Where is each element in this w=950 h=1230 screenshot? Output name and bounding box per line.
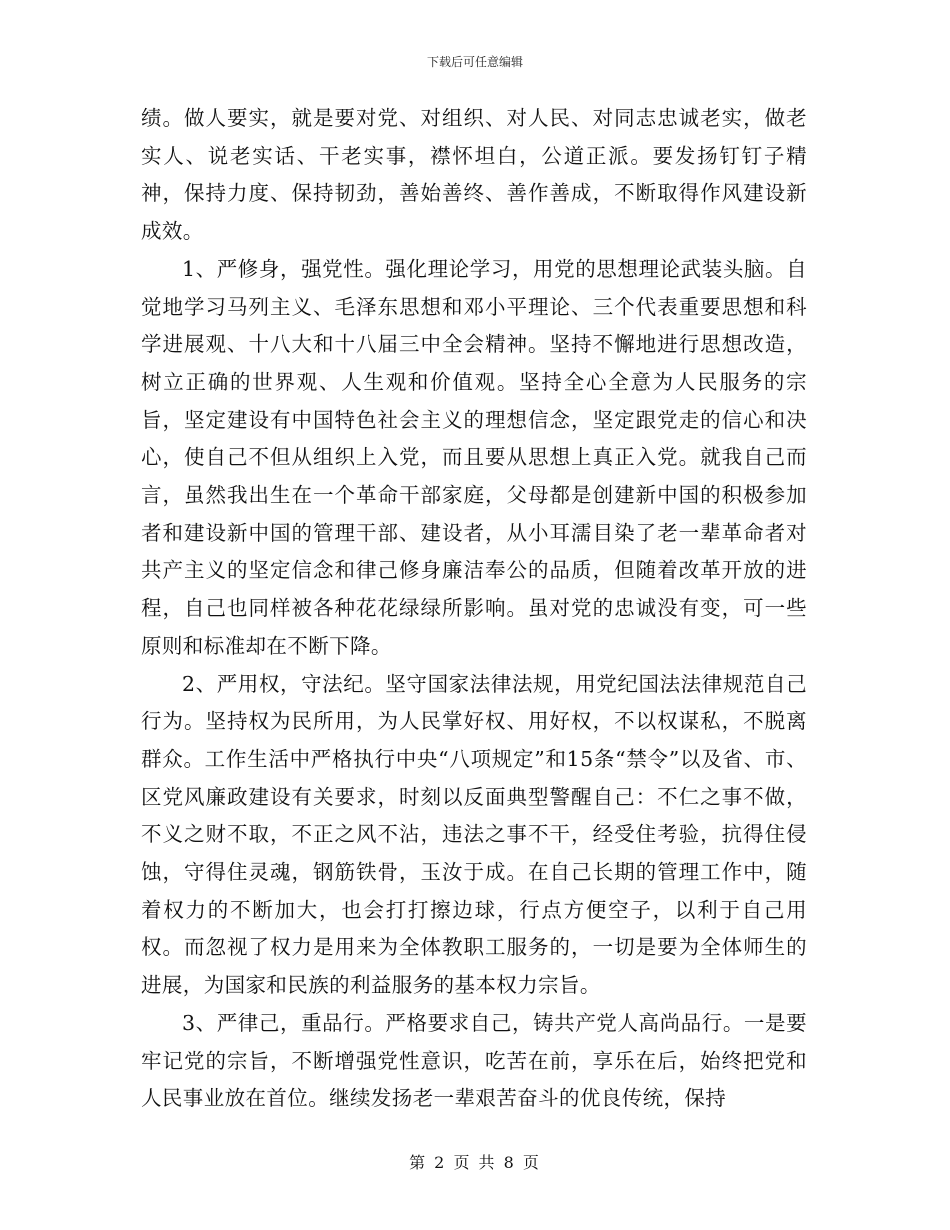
paragraph-section-2: 2、严用权，守法纪。坚守国家法律法规，用党纪国法法律规范自己行为。坚持权为民所用，为人民掌好权、用好权，不以权谋私，不脱离群众。工作生活中严格执行中央“八项规定”和15条“禁令”以及省、市、区党风廉政建设有关要求，时刻以反面典型警醒自己：不仁之事不做，不义之财不取，不正之风不沾，违法之事不干，经受住考验，抗得住侵蚀，守得住灵魂，钢筋铁骨，玉汝于成。在自己长期的管理工作中，随着权力的不断加大，也会打打擦边球，行点方便空子，以利于自己用权。而忽视了权力是用来为全体教职工服务的，一切是要为全体师生的进展，为国家和民族的利益服务的基本权力宗旨。 <box>141 671 807 998</box>
paragraph-continuation: 绩。做人要实，就是要对党、对组织、对人民、对同志忠诚老实，做老实人、说老实话、干老实事，襟怀坦白，公道正派。要发扬钉钉子精神，保持力度、保持韧劲，善始善终、善作善成，不断取得作风建设新成效。 <box>141 106 807 244</box>
paragraph-section-3: 3、严律己，重品行。严格要求自己，铸共产党人高尚品行。一是要牢记党的宗旨，不断增强党性意识，吃苦在前，享乐在后，始终把党和人民事业放在首位。继续发扬老一辈艰苦奋斗的优良传统，保持 <box>141 1010 807 1111</box>
page-number-footer: 第 2 页 共 8 页 <box>409 1153 541 1172</box>
document-body <box>141 100 807 1118</box>
paragraph-section-1: 1、严修身，强党性。强化理论学习，用党的思想理论武装头脑。自觉地学习马列主义、毛泽东思想和邓小平理论、三个代表重要思想和科学进展观、十八大和十八届三中全会精神。坚持不懈地进行思想改造，树立正确的世界观、人生观和价值观。坚持全心全意为人民服务的宗旨，坚定建设有中国特色社会主义的理想信念，坚定跟党走的信心和决心，使自己不但从组织上入党，而且要从思想上真正入党。就我自己而言，虽然我出生在一个革命干部家庭，父母都是创建新中国的积极参加者和建设新中国的管理干部、建设者，从小耳濡目染了老一辈革命者对共产主义的坚定信念和律己修身廉洁奉公的品质，但随着改革开放的进程，自己也同样被各种花花绿绿所影响。虽对党的忠诚没有变，可一些原则和标准却在不断下降。 <box>141 256 807 658</box>
page-header-note: 下载后可任意编辑 <box>426 55 523 69</box>
